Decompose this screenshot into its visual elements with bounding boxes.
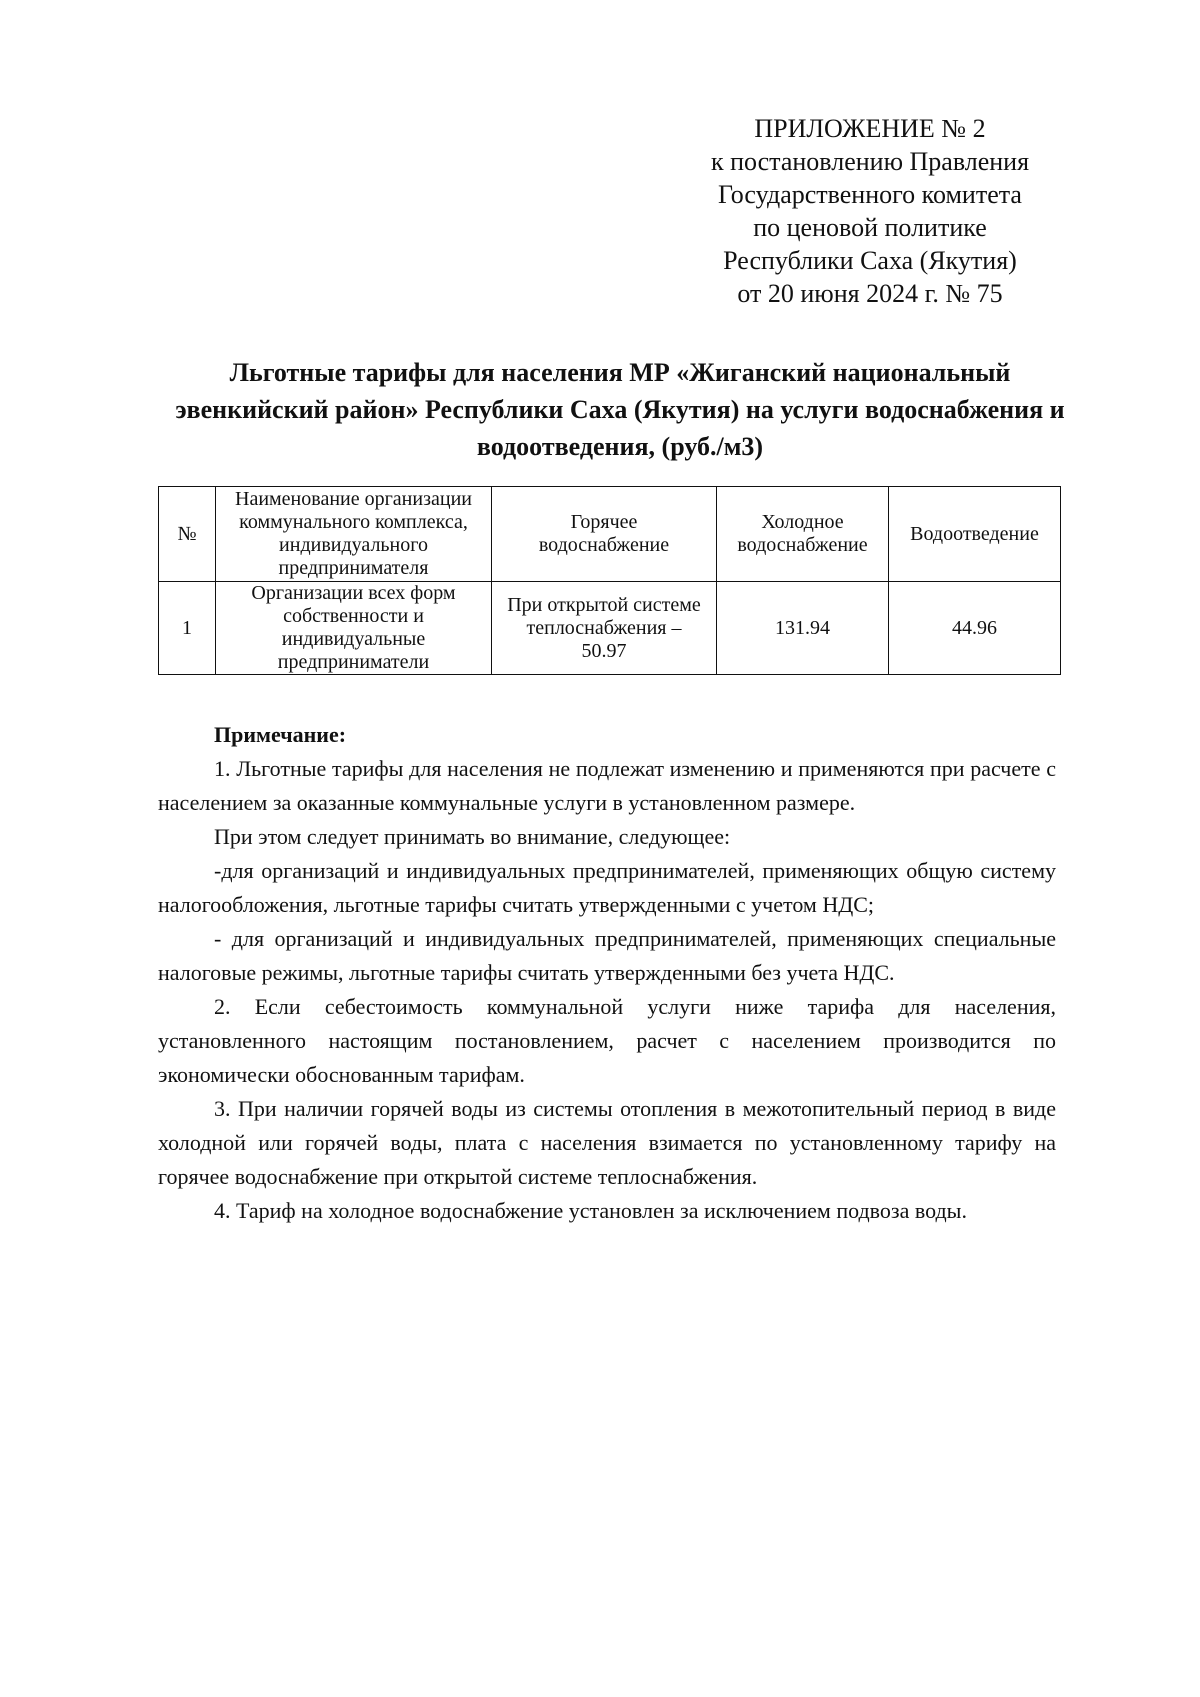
column-header-sewerage: Водоотведение [889, 487, 1061, 582]
document-title-line: эвенкийский район» Республики Саха (Якутия) на услуги водоснабжения и [175, 395, 1065, 424]
tariff-table [158, 486, 1061, 675]
column-header-number: № [159, 487, 216, 582]
cell-hot-water: При открытой системе теплоснабжения – 50.97 [492, 582, 717, 675]
appendix-header-line: Государственного комитета [718, 180, 1022, 209]
document-title-line: водоотведения, (руб./м3) [476, 432, 764, 461]
note-paragraph: 4. Тариф на холодное водоснабжение установлен за исключением подвоза воды. [214, 1198, 967, 1223]
cell-sewerage: 44.96 [889, 582, 1061, 675]
appendix-date-number: от 20 июня 2024 г. № 75 [737, 279, 1003, 308]
table-header-row [159, 487, 1061, 582]
note-paragraph: 3. При наличии горячей воды из системы отопления в межотопительный период в виде холодной или горячей воды, плата с населения взимается по установленному тарифу на горячее водоснабжение при открытой системе теплоснабжения. [158, 1096, 1056, 1189]
document-title [120, 354, 1120, 465]
appendix-header [600, 112, 1140, 310]
column-header-organization: Наименование организации коммунального комплекса, индивидуального предпринимателя [216, 487, 492, 582]
cell-cold-water: 131.94 [717, 582, 889, 675]
note-paragraph: -для организаций и индивидуальных предпринимателей, применяющих общую систему налогообложения, льготные тарифы считать утвержденными с учетом НДС; [158, 858, 1056, 917]
document-title-line: Льготные тарифы для населения МР «Жиганский национальный [229, 358, 1011, 387]
appendix-number: ПРИЛОЖЕНИЕ № 2 [754, 114, 986, 143]
column-header-hot-water: Горячее водоснабжение [492, 487, 717, 582]
appendix-header-line: Республики Саха (Якутия) [723, 246, 1017, 275]
table-row [159, 582, 1061, 675]
cell-organization: Организации всех форм собственности и индивидуальные предприниматели [216, 582, 492, 675]
note-paragraph: При этом следует принимать во внимание, следующее: [214, 824, 731, 849]
appendix-header-line: к постановлению Правления [710, 147, 1030, 176]
cell-number: 1 [159, 582, 216, 675]
note-paragraph: 2. Если себестоимость коммунальной услуги ниже тарифа для населения, установленного настоящим постановлением, расчет с населением производится по экономически обоснованным тарифам. [158, 994, 1056, 1087]
appendix-header-line: по ценовой политике [753, 213, 987, 242]
notes-title: Примечание: [214, 722, 347, 747]
notes-section [158, 718, 1056, 1228]
column-header-cold-water: Холодное водоснабжение [717, 487, 889, 582]
note-paragraph: - для организаций и индивидуальных предпринимателей, применяющих специальные налоговые режимы, льготные тарифы считать утвержденными без учета НДС. [158, 926, 1056, 985]
note-paragraph: 1. Льготные тарифы для населения не подлежат изменению и применяются при расчете с населением за оказанные коммунальные услуги в установленном размере. [158, 756, 1056, 815]
